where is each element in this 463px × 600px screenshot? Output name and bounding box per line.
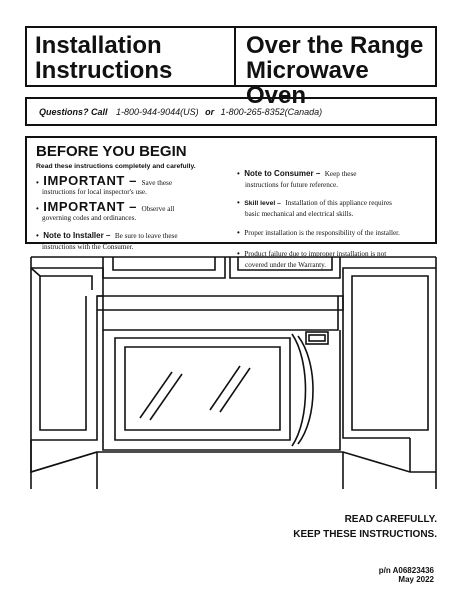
left-cabinet-panel [40,276,92,430]
upper-door-left [103,257,225,278]
call-label: Questions? Call [39,107,108,117]
header-right-line2: Microwave Oven [246,57,369,109]
range-top [31,440,436,472]
left-item-1: • IMPORTANT – Save these instructions for local inspector's use. [36,173,173,196]
bullet: • [36,230,39,240]
note-installer-heading: Note to Installer – [43,230,111,240]
upper-door-right [230,257,340,278]
right-cabinet-panel [352,276,428,430]
right-item-1: • Note to Consumer – Keep these instructions for future reference. [237,169,357,189]
right-item-2: • Skill level – Installation of this appliance requires basic mechanical and electrical skills. [237,198,392,219]
keep-instructions: KEEP THESE INSTRUCTIONS. [293,529,437,540]
important-heading-1: IMPORTANT – [43,173,138,188]
phone-canada: 1-800-265-8352(Canada) [220,107,323,117]
header-left-line2: Instructions [35,57,173,84]
part-number: p/n A06823436 [378,566,434,575]
note-consumer-heading: Note to Consumer – [244,169,321,178]
left-cabinet [31,268,103,440]
read-instructions: Read these instructions completely and carefully. [36,163,196,170]
right-item-4: • Product failure due to improper installation is not covered under the Warranty. [237,248,387,269]
skill-level-heading: Skill level – [244,200,281,208]
bullet: • [36,178,39,187]
footer-read [293,514,437,540]
important-heading-2: IMPORTANT – [43,199,138,215]
microwave-door [115,338,290,440]
read-carefully: READ CAREFULLY. [344,514,437,525]
header-left-line1: Installation [35,32,162,59]
footer-pn [379,566,434,584]
right-item-3: • Proper installation is the responsibility of the installer. [237,227,400,237]
date: May 2022 [398,575,434,584]
microwave-window [125,347,280,430]
header-right-line1: Over the Range [246,32,424,59]
microwave-top [97,296,343,310]
call-or: or [205,107,215,117]
before-title: BEFORE YOU BEGIN [36,143,187,160]
phone-us: 1-800-944-9044(US) [116,107,199,117]
right-cabinet [343,268,436,438]
left-item-2: • IMPORTANT – Observe all governing codes and ordinances. [36,199,175,223]
left-item-3: • Note to Installer – Be sure to leave these instructions with the Consumer. [36,230,178,251]
bullet: • [36,204,39,214]
door-handle [292,334,306,446]
